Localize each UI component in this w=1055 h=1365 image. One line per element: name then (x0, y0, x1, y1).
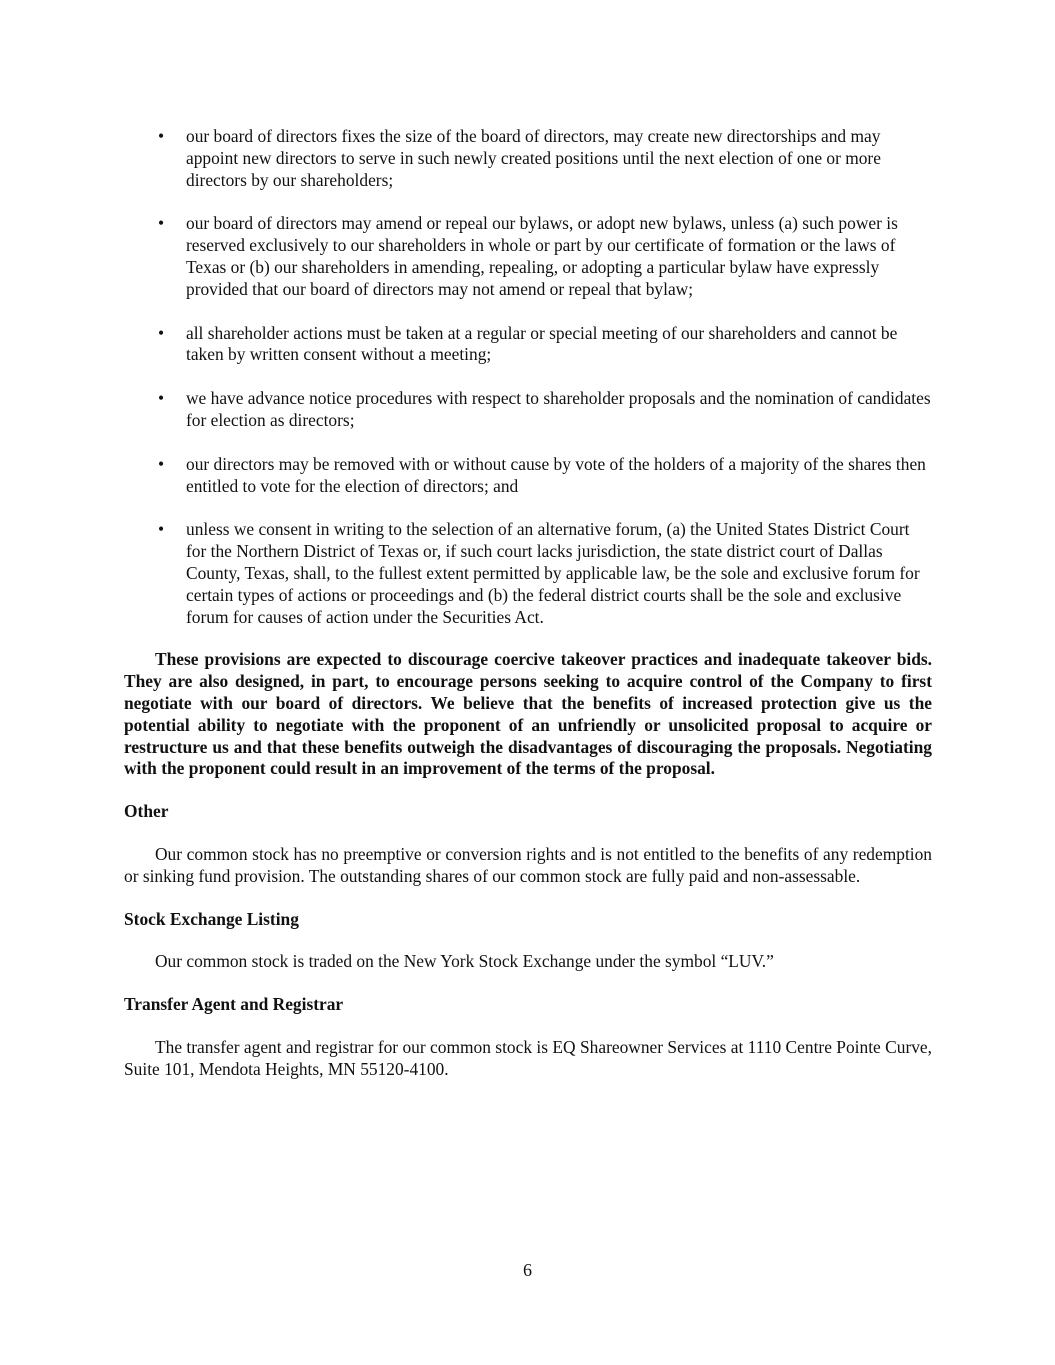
list-item (124, 519, 932, 628)
bullet-icon: • (157, 519, 165, 540)
bullet-text: we have advance notice procedures with respect to shareholder proposals and the nomination of candidates for election as directors; (186, 388, 931, 430)
list-item (124, 454, 932, 498)
takeover-provisions-paragraph: These provisions are expected to discourage coercive takeover practices and inadequate takeover bids. They are also designed, in part, to encourage persons seeking to acquire control of the Company to first negotiate with our board of directors. We believe that the benefits of increased protection give us the potential ability to negotiate with the proponent of an unfriendly or unsolicited proposal to acquire or restructure us and that these benefits outweigh the disadvantages of discouraging the proposals. Negotiating with the proponent could result in an improvement of the terms of the proposal. (124, 649, 932, 779)
bullet-icon: • (157, 322, 165, 343)
bullet-text: our directors may be removed with or without cause by vote of the holders of a majority of the shares then entitled to vote for the election of directors; and (186, 453, 926, 496)
bullet-icon: • (157, 126, 165, 146)
list-item (124, 388, 932, 432)
list-item (124, 213, 932, 300)
bullet-text: our board of directors fixes the size of the board of directors, may create new directorships and may appoint new directors to serve in such newly created positions until the next election of one or more directors by our shareholders; (186, 126, 881, 190)
bullet-text: our board of directors may amend or repeal our bylaws, or adopt new bylaws, unless (a) such power is reserved exclusively to our shareholders in whole or part by our certificate of formation or the laws of Texas or (b) our shareholders in amending, repealing, or adopting a particular bylaw have expressly provided that our board of directors may not amend or repeal that bylaw; (186, 213, 898, 299)
other-paragraph: Our common stock has no preemptive or conversion rights and is not entitled to the benefits of any redemption or sinking fund provision. The outstanding shares of our common stock are fully paid and non-assessable. (124, 843, 932, 886)
stock-exchange-listing-paragraph: Our common stock is traded on the New York Stock Exchange under the symbol “LUV.” (155, 951, 774, 972)
section-heading-stock-exchange-listing: Stock Exchange Listing (124, 908, 299, 929)
list-item (124, 323, 932, 367)
provisions-bullet-list (124, 126, 932, 628)
bullet-icon: • (157, 388, 165, 409)
section-heading-transfer-agent: Transfer Agent and Registrar (124, 994, 344, 1015)
bullet-text: unless we consent in writing to the selection of an alternative forum, (a) the United States District Court for the Northern District of Texas or, if such court lacks jurisdiction, the state district court of Dallas County, Texas, shall, to the fullest extent permitted by applicable law, be the sole and exclusive forum for certain types of actions or proceedings and (b) the federal district courts shall be the sole and exclusive forum for causes of action under the Securities Act. (186, 519, 920, 627)
section-heading-other: Other (124, 801, 169, 822)
bullet-icon: • (157, 453, 165, 474)
bullet-text: all shareholder actions must be taken at a regular or special meeting of our shareholders and cannot be taken by written consent without a meeting; (186, 322, 898, 365)
page-number: 6 (523, 1260, 532, 1280)
list-item (124, 126, 932, 191)
transfer-agent-paragraph: The transfer agent and registrar for our common stock is EQ Shareowner Services at 1110 Centre Pointe Curve, Suite 101, Mendota Heights, MN 55120-4100. (124, 1036, 932, 1079)
bullet-icon: • (157, 213, 165, 234)
document-page (124, 126, 932, 1102)
